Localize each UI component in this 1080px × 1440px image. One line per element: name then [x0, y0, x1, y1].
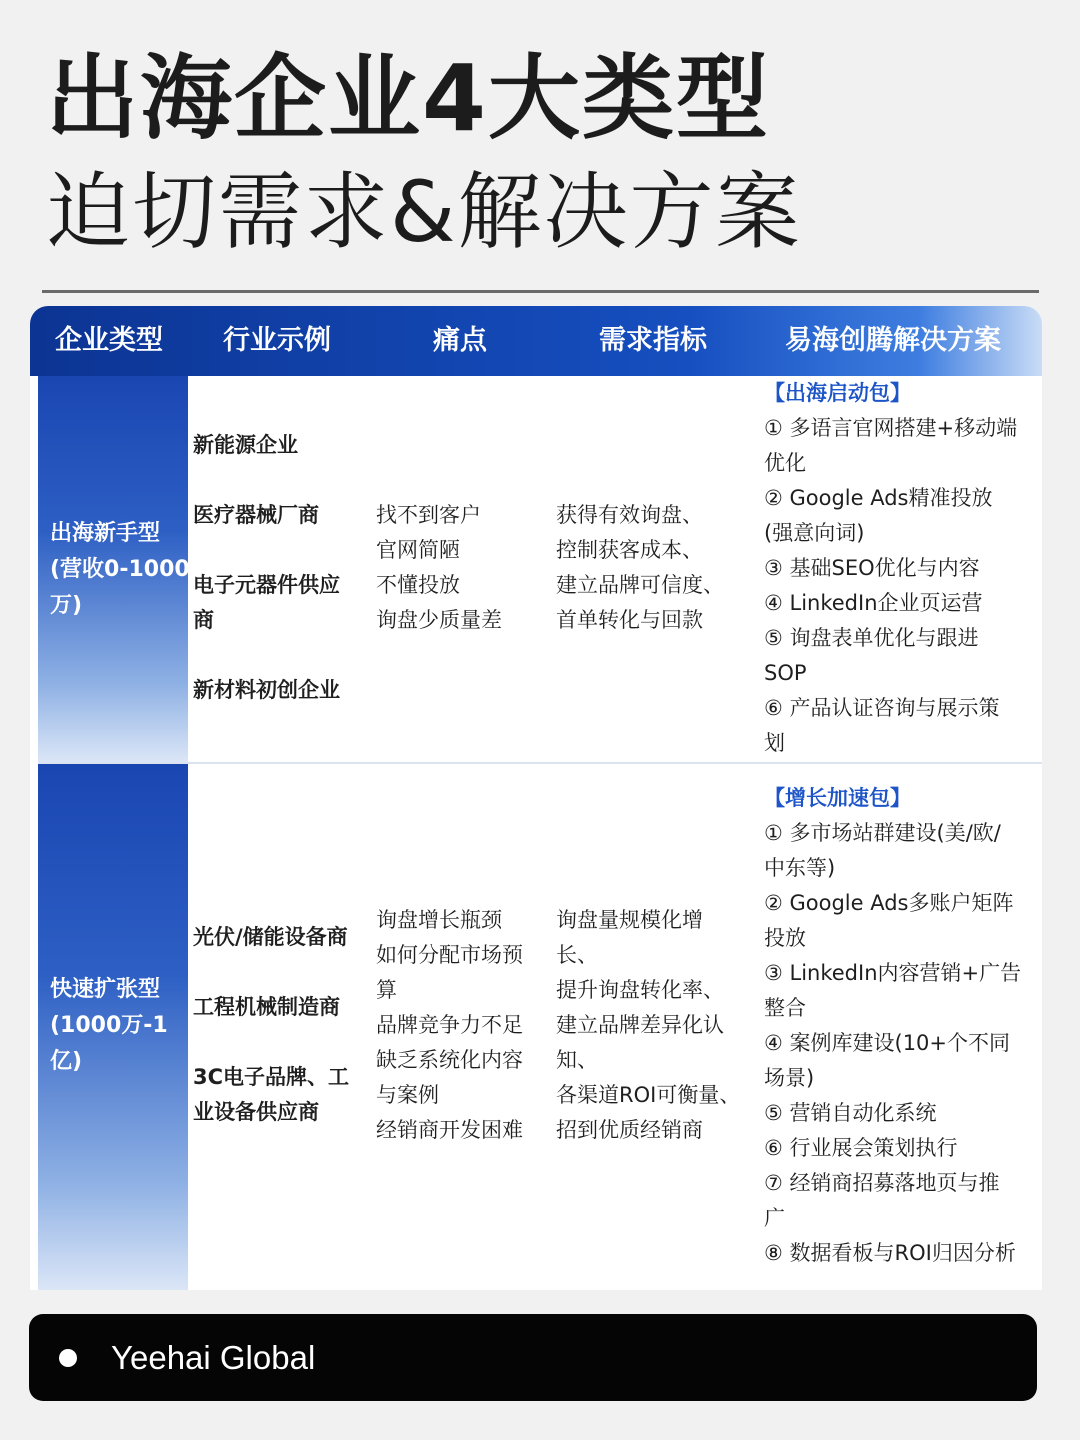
solution-line: ⑥ 行业展会策划执行 [764, 1136, 958, 1160]
type-line: (营收0-1000 [50, 557, 190, 582]
title-divider [42, 290, 1039, 293]
solution-line: ③ 基础SEO优化与内容 [764, 556, 980, 580]
pain-points-expansion [376, 903, 551, 1148]
page-title: 出海企业4大类型 [46, 45, 771, 152]
pain-point-item: 不懂投放 [376, 573, 460, 597]
type-line: 出海新手型 [50, 521, 161, 546]
industry-item: 3C电子品牌、工 [193, 1065, 350, 1089]
industry-item: 新材料初创企业 [193, 678, 340, 702]
demand-item: 招到优质经销商 [556, 1118, 703, 1142]
solution-expansion [764, 781, 1042, 1271]
solution-line: ② Google Ads多账户矩阵 [764, 891, 1014, 915]
demands-beginner [556, 498, 756, 638]
solution-line: SOP [764, 661, 807, 685]
pain-point-item: 与案例 [376, 1083, 439, 1107]
demand-item: 建立品牌差异化认 [556, 1013, 724, 1037]
page-subtitle: 迫切需求&解决方案 [46, 163, 802, 261]
solution-line: ③ LinkedIn内容营销+广告 [764, 961, 1022, 985]
type-line: 万) [50, 593, 83, 618]
pain-point-item: 询盘增长瓶颈 [376, 908, 502, 932]
industry-item: 商 [193, 608, 214, 632]
header-company-type: 企业类型 [55, 325, 163, 356]
solution-line: ⑤ 询盘表单优化与跟进 [764, 626, 979, 650]
pain-point-item: 官网简陋 [376, 538, 460, 562]
solution-line: ⑤ 营销自动化系统 [764, 1101, 937, 1125]
solution-line: 广 [764, 1206, 785, 1230]
solution-line: ④ LinkedIn企业页运营 [764, 591, 983, 615]
pain-points-beginner [376, 498, 546, 638]
table-header [30, 306, 1042, 376]
demand-item: 获得有效询盘、 [556, 503, 703, 527]
demand-item: 控制获客成本、 [556, 538, 703, 562]
header-demand-metrics: 需求指标 [599, 325, 707, 356]
industry-list-beginner [193, 428, 373, 708]
demand-item: 询盘量规模化增 [556, 908, 703, 932]
solution-beginner [764, 376, 1042, 761]
row-divider [38, 762, 1042, 764]
demand-item: 长、 [556, 943, 598, 967]
solution-line: (强意向词) [764, 521, 865, 545]
type-label-beginner [50, 516, 190, 624]
type-cell-beginner [38, 376, 188, 762]
solution-line: 投放 [764, 926, 806, 950]
solution-line: ⑦ 经销商招募落地页与推 [764, 1171, 1000, 1195]
type-line: 快速扩张型 [50, 977, 161, 1002]
footer-bar [29, 1314, 1037, 1401]
solution-line: ④ 案例库建设(10+个不同 [764, 1031, 1011, 1055]
demand-item: 提升询盘转化率、 [556, 978, 724, 1002]
pain-point-item: 如何分配市场预 [376, 943, 523, 967]
industry-item: 业设备供应商 [193, 1100, 319, 1124]
pain-point-item: 品牌竞争力不足 [376, 1013, 523, 1037]
industry-item: 工程机械制造商 [193, 995, 340, 1019]
pain-point-item: 算 [376, 978, 397, 1002]
industry-list-expansion [193, 920, 373, 1130]
demand-item: 各渠道ROI可衡量、 [556, 1083, 741, 1107]
demand-item: 首单转化与回款 [556, 608, 703, 632]
solution-line: ① 多语言官网搭建+移动端 [764, 416, 1018, 440]
type-cell-expansion [38, 764, 188, 1290]
solution-line: 划 [764, 731, 785, 755]
solution-line: ⑧ 数据看板与ROI归因分析 [764, 1241, 1016, 1265]
solution-line: ⑥ 产品认证咨询与展示策 [764, 696, 1000, 720]
header-industry-examples: 行业示例 [223, 325, 331, 356]
bullet-dot-icon [59, 1349, 77, 1367]
pain-point-item: 询盘少质量差 [376, 608, 502, 632]
solution-line: 整合 [764, 996, 806, 1020]
brand-name: Yeehai Global [111, 1339, 316, 1376]
demand-item: 建立品牌可信度、 [556, 573, 724, 597]
industry-item: 新能源企业 [193, 433, 298, 457]
header-solutions: 易海创腾解决方案 [785, 325, 1001, 356]
header-pain-points: 痛点 [433, 325, 487, 356]
solution-line: ② Google Ads精准投放 [764, 486, 993, 510]
demands-expansion [556, 903, 761, 1148]
solution-line: 场景) [764, 1066, 815, 1090]
type-line: (1000万-1 [50, 1013, 168, 1038]
industry-item: 医疗器械厂商 [193, 503, 319, 527]
pain-point-item: 找不到客户 [376, 503, 481, 527]
solutions-table [30, 306, 1042, 1290]
solution-package-title: 【增长加速包】 [764, 786, 911, 810]
pain-point-item: 缺乏系统化内容 [376, 1048, 523, 1072]
type-label-expansion [50, 972, 190, 1080]
type-line: 亿) [50, 1049, 83, 1074]
demand-item: 知、 [556, 1048, 598, 1072]
solution-line: ① 多市场站群建设(美/欧/ [764, 821, 1001, 845]
solution-line: 中东等) [764, 856, 836, 880]
pain-point-item: 经销商开发困难 [376, 1118, 523, 1142]
industry-item: 光伏/储能设备商 [193, 925, 348, 949]
solution-package-title: 【出海启动包】 [764, 381, 911, 405]
solution-line: 优化 [764, 451, 806, 475]
industry-item: 电子元器件供应 [193, 573, 340, 597]
